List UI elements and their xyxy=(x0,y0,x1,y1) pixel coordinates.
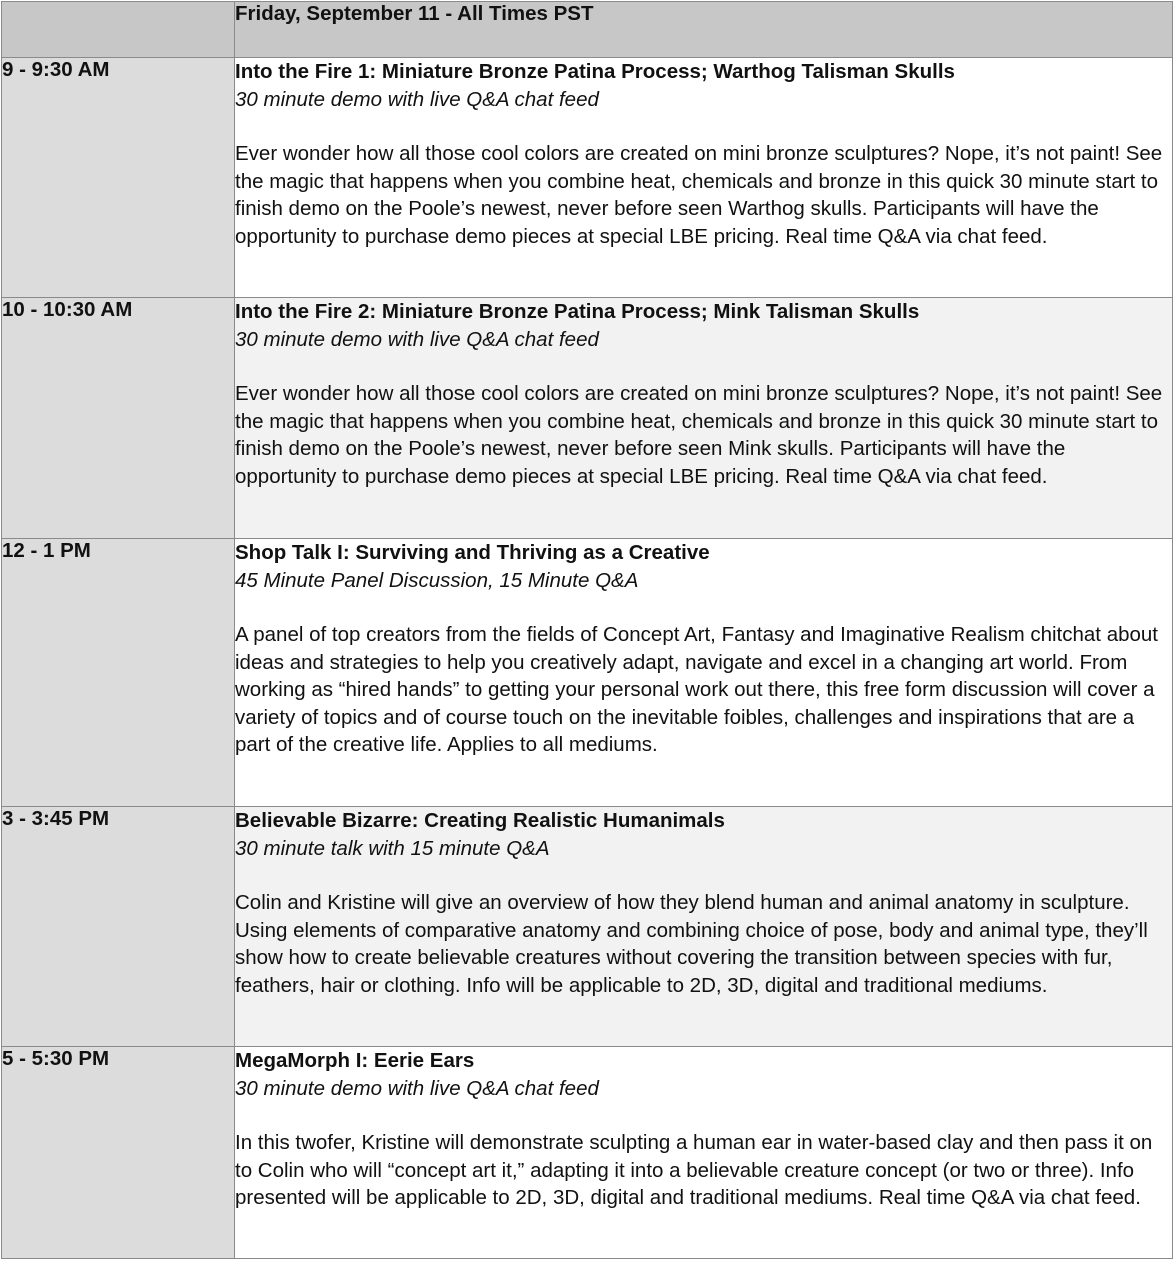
schedule-header-row xyxy=(2,2,1173,58)
session-description: Ever wonder how all those cool colors are created on mini bronze sculptures? Nope, it’s not paint! See the magic that happens when you combine heat, chemicals and bronze in this quick 30 minute start to finish demo on the Poole’s newest, never before seen Mink skulls. Participants will have the opportunity to purchase demo pieces at special LBE pricing. Real time Q&A via chat feed. xyxy=(235,382,1163,488)
session-title: Into the Fire 1: Miniature Bronze Patina Process; Warthog Talisman Skulls xyxy=(235,60,955,83)
session-details xyxy=(235,539,1173,807)
session-format: 30 minute demo with live Q&A chat feed xyxy=(235,87,599,111)
session-format: 30 minute demo with live Q&A chat feed xyxy=(235,327,599,351)
session-time: 12 - 1 PM xyxy=(2,539,235,807)
session-title: Into the Fire 2: Miniature Bronze Patina Process; Mink Talisman Skulls xyxy=(235,300,920,323)
session-description: In this twofer, Kristine will demonstrate sculpting a human ear in water-based clay and then pass it on to Colin who will “concept art it,” adapting it into a believable creature concept (or two or three). Info presented will be applicable to 2D, 3D, digital and traditional mediums. Real time Q&A via chat feed. xyxy=(235,1131,1153,1209)
session-details xyxy=(235,1047,1173,1259)
session-row xyxy=(2,807,1173,1047)
session-title: Shop Talk I: Surviving and Thriving as a Creative xyxy=(235,541,710,564)
session-row xyxy=(2,1047,1173,1259)
session-details xyxy=(235,807,1173,1047)
session-title: MegaMorph I: Eerie Ears xyxy=(235,1049,475,1072)
session-title: Believable Bizarre: Creating Realistic Humanimals xyxy=(235,809,725,832)
session-time: 9 - 9:30 AM xyxy=(2,58,235,298)
session-row xyxy=(2,539,1173,807)
session-time: 3 - 3:45 PM xyxy=(2,807,235,1047)
session-row xyxy=(2,298,1173,539)
session-details xyxy=(235,298,1173,539)
schedule-table xyxy=(1,1,1173,1259)
session-description: Colin and Kristine will give an overview of how they blend human and animal anatomy in sculpture. Using elements of comparative anatomy and combining choice of pose, body and animal type, they’ll show how to create believable creatures without covering the transition between species with fur, feathers, hair or clothing. Info will be applicable to 2D, 3D, digital and traditional mediums. xyxy=(235,891,1148,997)
day-header: Friday, September 11 - All Times PST xyxy=(235,2,1173,58)
session-time: 10 - 10:30 AM xyxy=(2,298,235,539)
session-details xyxy=(235,58,1173,298)
session-format: 30 minute talk with 15 minute Q&A xyxy=(235,836,550,860)
session-row xyxy=(2,58,1173,298)
time-column-header xyxy=(2,2,235,58)
session-format: 45 Minute Panel Discussion, 15 Minute Q&A xyxy=(235,568,639,592)
session-description: Ever wonder how all those cool colors are created on mini bronze sculptures? Nope, it’s not paint! See the magic that happens when you combine heat, chemicals and bronze in this quick 30 minute start to finish demo on the Poole’s newest, never before seen Warthog skulls. Participants will have the opportunity to purchase demo pieces at special LBE pricing. Real time Q&A via chat feed. xyxy=(235,142,1163,248)
session-time: 5 - 5:30 PM xyxy=(2,1047,235,1259)
session-format: 30 minute demo with live Q&A chat feed xyxy=(235,1076,599,1100)
session-description: A panel of top creators from the fields of Concept Art, Fantasy and Imaginative Realism chitchat about ideas and strategies to help you creatively adapt, navigate and excel in a changing art world. From working as “hired hands” to getting your personal work out there, this free form discussion will cover a variety of topics and of course touch on the inevitable foibles, challenges and inspirations that are a part of the creative life. Applies to all mediums. xyxy=(235,623,1158,756)
